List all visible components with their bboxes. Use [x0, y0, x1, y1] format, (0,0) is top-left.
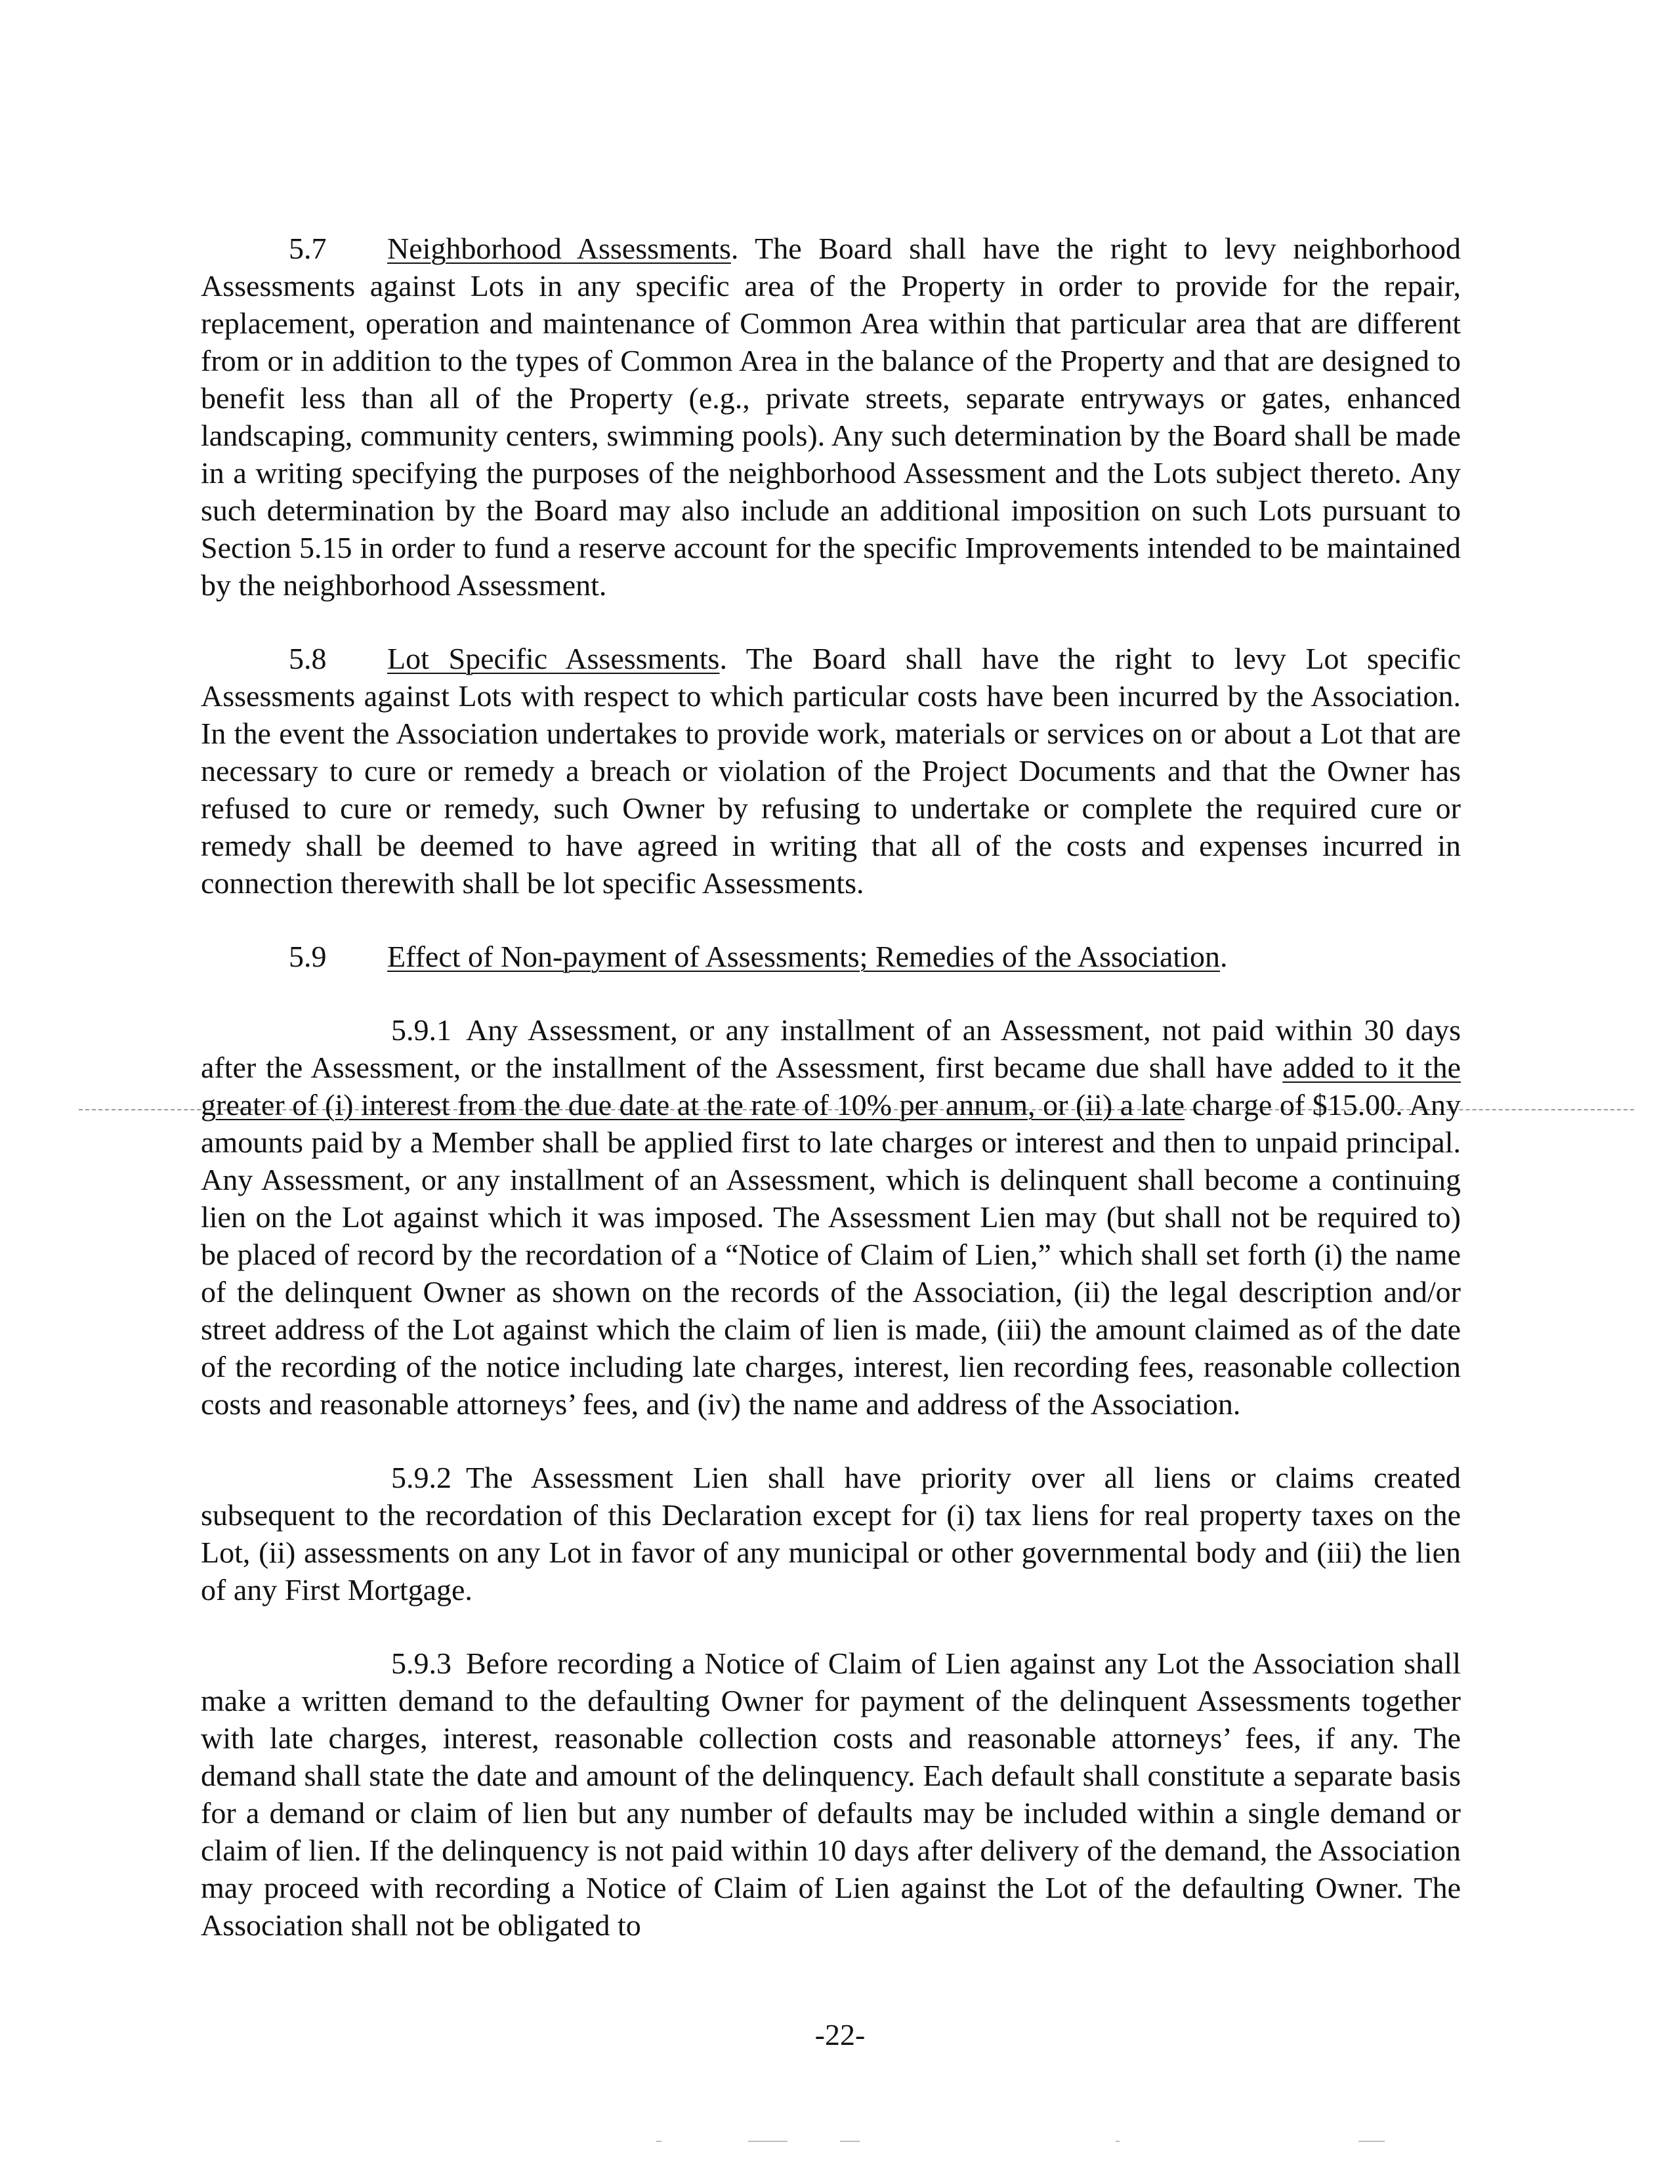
subsection-number: 5.9.1 [391, 1013, 452, 1047]
document-body [201, 230, 1461, 1980]
section-number: 5.9 [289, 940, 327, 973]
subsection-body: The Assessment Lien shall have priority over all liens or claims created subsequent to the recordation of this Declaration except for (i) tax liens for real property taxes on the Lot, (ii) assessments on any Lot in favor of any municipal or other governmental body and (iii) the lien of any First Mortgage. [201, 1461, 1461, 1606]
section-body: . The Board shall have the right to levy neighborhood Assessments against Lots in any specific area of the Property in order to provide for the repair, replacement, operation and maintenance of Common Area within that particular area that are different from or in addition to the types of Common Area in the balance of the Property and that are designed to benefit less than all of the Property (e.g., private streets, separate entryways or gates, enhanced landscaping, community centers, swimming pools). Any such determination by the Board shall be made in a writing specifying the purposes of the neighborhood Assessment and the Lots subject thereto. Any such determination by the Board may also include an additional imposition on such Lots pursuant to Section 5.15 in order to fund a reserve account for the specific Improvements intended to be maintained by the neighborhood Assessment. [201, 232, 1461, 602]
scan-speck [840, 2141, 860, 2142]
scan-speck [748, 2141, 788, 2142]
subsection-body-start: Any Assessment, or any installment of an Assessment, not paid within 30 days after the Assessment, or the installment of the Assessment, first became due shall have [201, 1013, 1461, 1084]
subsection-5-9-3 [201, 1645, 1461, 1944]
section-title: Neighborhood Assessments [387, 232, 731, 265]
section-title: Lot Specific Assessments [387, 642, 720, 675]
subsection-5-9-2 [201, 1459, 1461, 1608]
section-number: 5.8 [289, 642, 327, 675]
subsection-body: Before recording a Notice of Claim of Lien against any Lot the Association shall make a written demand to the defaulting Owner for payment of the delinquent Assessments together with late charges, interest, reasonable collection costs and reasonable attorneys’ fees, if any. The demand shall state the date and amount of the delinquency. Each default shall constitute a separate basis for a demand or claim of lien but any number of defaults may be included within a single demand or claim of lien. If the delinquency is not paid within 10 days after delivery of the demand, the Association may proceed with recording a Notice of Claim of Lien against the Lot of the defaulting Owner. The Association shall not be obligated to [201, 1647, 1461, 1942]
section-title: Effect of Non-payment of Assessments; Remedies of the Association [387, 940, 1221, 973]
section-number: 5.7 [289, 232, 327, 265]
section-5-7 [201, 230, 1461, 604]
subsection-5-9-1 [201, 1011, 1461, 1423]
section-5-8 [201, 640, 1461, 902]
subsection-number: 5.9.2 [391, 1461, 452, 1494]
scan-speck [1116, 2141, 1120, 2142]
scan-speck [656, 2141, 662, 2142]
page-number: -22- [814, 2018, 866, 2051]
subsection-number: 5.9.3 [391, 1647, 452, 1680]
scan-speck [1358, 2141, 1385, 2142]
section-5-9 [201, 938, 1461, 975]
subsection-body-end: charge of $15.00. Any amounts paid by a Member shall be applied first to late charges or interest and then to unpaid principal. Any Assessment, or any installment of an Assessment, which is delinquent shall become a continuing lien on the Lot against which it was imposed. The Assessment Lien may (but shall not be required to) be placed of record by the recordation of a “Notice of Claim of Lien,” which shall set forth (i) the name of the delinquent Owner as shown on the records of the Association, (ii) the legal description and/or street address of the Lot against which the claim of lien is made, (iii) the amount claimed as of the date of the recording of the notice including late charges, interest, lien recording fees, reasonable collection costs and reasonable attorneys’ fees, and (iv) the name and address of the Association. [201, 1088, 1461, 1421]
section-body: . [1220, 940, 1228, 973]
section-body: . The Board shall have the right to levy Lot specific Assessments against Lots with respect to which particular costs have been incurred by the Association. In the event the Association undertakes to provide work, materials or services on or about a Lot that are necessary to cure or remedy a breach or violation of the Project Documents and that the Owner has refused to cure or remedy, such Owner by refusing to undertake or complete the required cure or remedy shall be deemed to have agreed in writing that all of the costs and expenses incurred in connection therewith shall be lot specific Assessments. [201, 642, 1461, 900]
subsection-body-underlined: added to it the greater of (i) interest from the due date at the rate of 10% per annum, or (ii) a late [201, 1051, 1461, 1122]
